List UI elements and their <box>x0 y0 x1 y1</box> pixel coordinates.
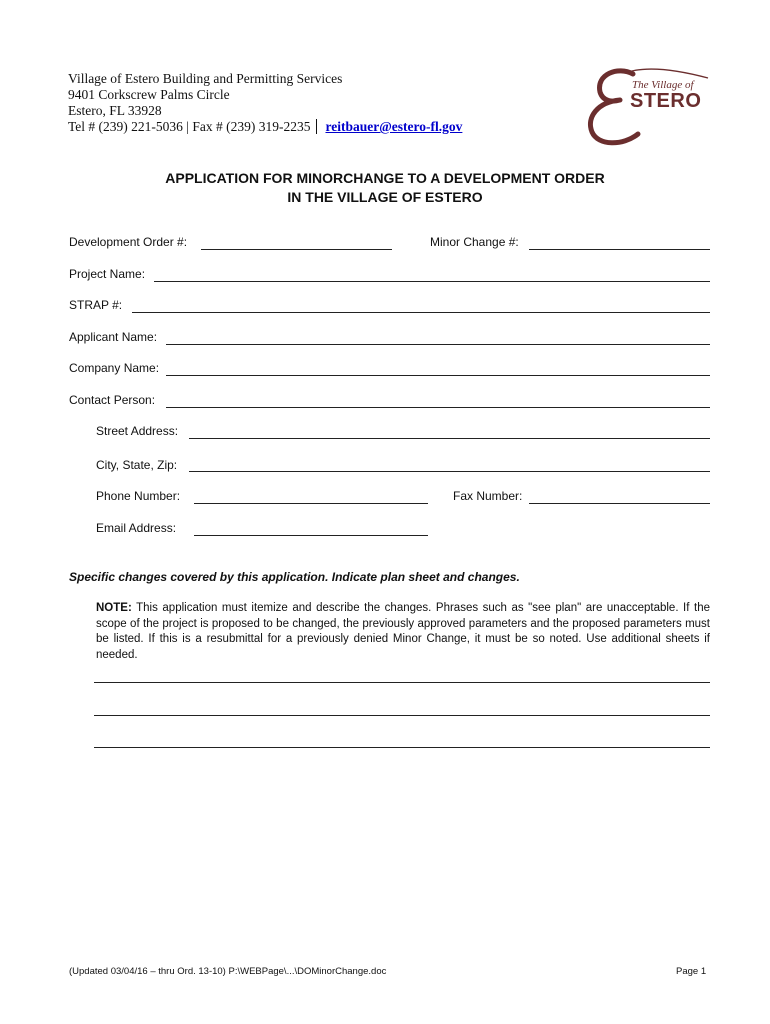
changes-heading: Specific changes covered by this application. Indicate plan sheet and changes. <box>69 570 520 584</box>
changes-line-2[interactable] <box>94 715 710 716</box>
applicant-name-label: Applicant Name: <box>69 330 158 344</box>
street-line: 9401 Corkscrew Palms Circle <box>68 87 230 102</box>
development-order-label: Development Order #: <box>69 235 188 249</box>
org-name: Village of Estero Building and Permitting Services <box>68 71 343 86</box>
logo-tagline: The Village of <box>632 79 694 91</box>
estero-logo <box>578 62 718 147</box>
project-name-field[interactable] <box>154 281 710 282</box>
page-number: Page 1 <box>676 966 707 977</box>
phone-number-field[interactable] <box>194 503 428 504</box>
email-address-label: Email Address: <box>96 521 177 535</box>
company-name-label: Company Name: <box>69 361 160 375</box>
contact-person-label: Contact Person: <box>69 393 156 407</box>
form-title-line2: IN THE VILLAGE OF ESTERO <box>287 189 483 205</box>
fax-number-label: Fax Number: <box>453 489 523 503</box>
project-name-label: Project Name: <box>69 267 146 281</box>
city-line: Estero, FL 33928 <box>68 103 162 118</box>
separator <box>316 119 317 134</box>
note-label: NOTE: <box>96 602 132 614</box>
note-paragraph <box>96 601 710 663</box>
strap-label: STRAP #: <box>69 298 123 312</box>
strap-field[interactable] <box>132 312 710 313</box>
email-address-field[interactable] <box>194 535 428 536</box>
street-address-field[interactable] <box>189 438 710 439</box>
form-title-line1: APPLICATION FOR MINORCHANGE TO A DEVELOPMENT ORDER <box>165 170 605 186</box>
applicant-name-field[interactable] <box>166 344 710 345</box>
contact-line <box>68 119 462 135</box>
company-name-field[interactable] <box>166 375 710 376</box>
contact-person-field[interactable] <box>166 407 710 408</box>
city-state-zip-field[interactable] <box>189 471 710 472</box>
city-state-zip-label: City, State, Zip: <box>96 458 178 472</box>
minor-change-field[interactable] <box>529 249 710 250</box>
development-order-field[interactable] <box>201 249 392 250</box>
minor-change-label: Minor Change #: <box>430 235 519 249</box>
street-address-label: Street Address: <box>96 424 179 438</box>
changes-line-1[interactable] <box>94 682 710 683</box>
note-text: This application must itemize and describe the changes. Phrases such as "see plan" are unacceptable. If the scope of the project is proposed to be changed, the previously approved parameters and the proposed parameters must be listed. If this is a resubmittal for a previously denied Minor Change, it must be so noted. Use additional sheets if needed. <box>96 602 710 661</box>
footer-revision: (Updated 03/04/16 – thru Ord. 13-10) P:\WEBPage\...\DOMinorChange.doc <box>69 966 387 977</box>
logo-name: STERO <box>630 90 702 112</box>
phone-fax: Tel # (239) 221-5036 | Fax # (239) 319-2235 <box>68 119 311 134</box>
email-link[interactable]: reitbauer@estero-fl.gov <box>325 119 463 134</box>
phone-number-label: Phone Number: <box>96 489 181 503</box>
changes-line-3[interactable] <box>94 747 710 748</box>
fax-number-field[interactable] <box>529 503 710 504</box>
